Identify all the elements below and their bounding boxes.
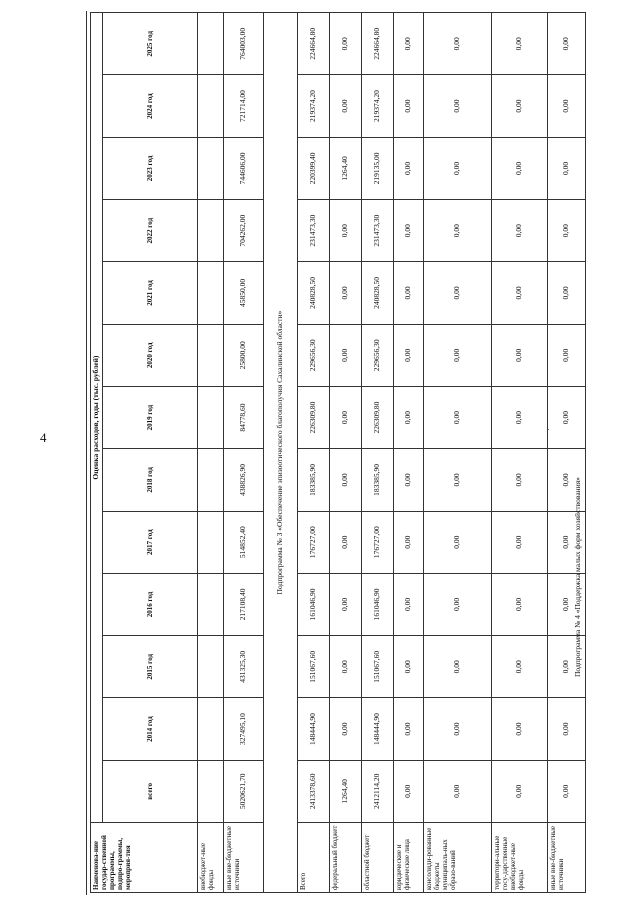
- value-cell: [197, 13, 223, 75]
- value-cell: 0,00: [393, 698, 423, 760]
- value-cell: 0,00: [491, 760, 547, 822]
- table-row: [491, 13, 547, 893]
- column-header: 2019 год: [102, 386, 197, 448]
- value-cell: [197, 698, 223, 760]
- value-cell: 438826,90: [223, 449, 263, 511]
- row-label: юридические и физические лица: [393, 823, 423, 893]
- value-cell: 1264,40: [329, 137, 361, 199]
- row-label: областной бюджет: [361, 823, 393, 893]
- value-cell: 0,00: [423, 13, 491, 75]
- header-years-row: [102, 13, 197, 893]
- page-number: 4: [40, 430, 47, 445]
- value-cell: [197, 573, 223, 635]
- column-header: 2016 год: [102, 573, 197, 635]
- value-cell: [197, 137, 223, 199]
- column-header: 2015 год: [102, 636, 197, 698]
- value-cell: 0,00: [491, 13, 547, 75]
- column-header: 2024 год: [102, 75, 197, 137]
- name-column-header: Наименова-ние государ-ственной программы, подпро-граммы, мероприя-тия: [91, 823, 198, 893]
- row-label: консолиди-рованные бюджеты муниципаль-ных образо-ваний: [423, 823, 491, 893]
- value-cell: 183385,90: [297, 449, 329, 511]
- column-header: 2021 год: [102, 262, 197, 324]
- expense-table: [90, 12, 586, 893]
- value-cell: 0,00: [423, 200, 491, 262]
- value-cell: 0,00: [491, 698, 547, 760]
- value-cell: 0,00: [393, 75, 423, 137]
- value-cell: 431325,30: [223, 636, 263, 698]
- value-cell: 0,00: [547, 636, 585, 698]
- value-cell: 0,00: [329, 636, 361, 698]
- value-cell: [197, 449, 223, 511]
- value-cell: 0,00: [393, 386, 423, 448]
- value-cell: [197, 386, 223, 448]
- value-cell: 0,00: [329, 698, 361, 760]
- value-cell: 148444,90: [361, 698, 393, 760]
- value-cell: 220399,40: [297, 137, 329, 199]
- row-label: иные вне-бюджетные источники: [547, 823, 585, 893]
- value-cell: 0,00: [547, 137, 585, 199]
- value-cell: 25800,00: [223, 324, 263, 386]
- value-cell: 229656,30: [297, 324, 329, 386]
- value-cell: 0,00: [423, 262, 491, 324]
- value-cell: 0,00: [329, 200, 361, 262]
- value-cell: 0,00: [393, 449, 423, 511]
- value-cell: 0,00: [547, 262, 585, 324]
- value-cell: 1264,40: [329, 760, 361, 822]
- value-cell: 0,00: [393, 137, 423, 199]
- value-cell: 514852,40: [223, 511, 263, 573]
- value-cell: 240828,50: [361, 262, 393, 324]
- value-cell: 226309,80: [361, 386, 393, 448]
- value-cell: 219374,20: [297, 75, 329, 137]
- value-cell: 0,00: [547, 324, 585, 386]
- row-label: территори-альные госу-дарственные внебюджет-ные фонды: [491, 823, 547, 893]
- value-cell: 219135,00: [361, 137, 393, 199]
- row-label: федеральный бюджет: [329, 823, 361, 893]
- table-row: [361, 13, 393, 893]
- value-cell: 0,00: [423, 75, 491, 137]
- value-cell: 0,00: [423, 760, 491, 822]
- value-cell: 744606,00: [223, 137, 263, 199]
- value-cell: 0,00: [547, 760, 585, 822]
- value-cell: 0,00: [393, 200, 423, 262]
- row-label: иные вне-бюджетные источники: [223, 823, 263, 893]
- value-cell: 0,00: [329, 262, 361, 324]
- value-cell: 0,00: [547, 75, 585, 137]
- value-cell: 721714,00: [223, 75, 263, 137]
- value-cell: 0,00: [547, 13, 585, 75]
- value-cell: 0,00: [491, 573, 547, 635]
- value-cell: 0,00: [547, 573, 585, 635]
- value-cell: [197, 636, 223, 698]
- value-cell: 0,00: [491, 449, 547, 511]
- value-cell: [197, 262, 223, 324]
- value-cell: 0,00: [423, 698, 491, 760]
- value-cell: 183385,90: [361, 449, 393, 511]
- column-header: 2014 год: [102, 698, 197, 760]
- value-cell: 0,00: [423, 324, 491, 386]
- row-label: Всего: [297, 823, 329, 893]
- value-cell: 45850,00: [223, 262, 263, 324]
- value-cell: 0,00: [393, 511, 423, 573]
- header-caption-row: [91, 13, 103, 893]
- row-label: внебюджет-ные фонды: [197, 823, 223, 893]
- value-cell: 0,00: [423, 137, 491, 199]
- table-row: [197, 13, 223, 893]
- subprogram-4-title: Подпрограмма № 4 «Поддержка малых форм хозяйствования»: [573, 477, 582, 677]
- value-cell: 0,00: [393, 13, 423, 75]
- value-cell: [197, 760, 223, 822]
- value-cell: 0,00: [547, 511, 585, 573]
- value-cell: 0,00: [329, 449, 361, 511]
- value-cell: 148444,90: [297, 698, 329, 760]
- table-row: [329, 13, 361, 893]
- column-header: всего: [102, 760, 197, 822]
- value-cell: 0,00: [329, 511, 361, 573]
- value-cell: 0,00: [423, 449, 491, 511]
- value-cell: 0,00: [423, 573, 491, 635]
- value-cell: 0,00: [329, 75, 361, 137]
- value-cell: [197, 511, 223, 573]
- table-row: [423, 13, 491, 893]
- value-cell: 0,00: [491, 262, 547, 324]
- value-cell: 240828,50: [297, 262, 329, 324]
- value-cell: 176727,00: [297, 511, 329, 573]
- column-header: 2025 год: [102, 13, 197, 75]
- value-cell: 226309,80: [297, 386, 329, 448]
- value-cell: 0,00: [393, 573, 423, 635]
- column-header: 2022 год: [102, 200, 197, 262]
- value-cell: [197, 200, 223, 262]
- value-cell: 0,00: [423, 511, 491, 573]
- value-cell: 0,00: [491, 511, 547, 573]
- value-cell: 161046,90: [361, 573, 393, 635]
- column-header: 2018 год: [102, 449, 197, 511]
- column-header: 2017 год: [102, 511, 197, 573]
- value-cell: 0,00: [491, 200, 547, 262]
- value-cell: 0,00: [491, 324, 547, 386]
- subprogram-3-title-row: [263, 13, 297, 893]
- subprogram-3-title: Подпрограмма № 3 «Обеспечение эпизоотического благополучия Сахалинской области»: [263, 13, 297, 893]
- table-row: [393, 13, 423, 893]
- value-cell: 161046,90: [297, 573, 329, 635]
- value-cell: 0,00: [393, 324, 423, 386]
- value-cell: 224664,80: [361, 13, 393, 75]
- table-caption: Оценка расходов, годы (тыс. рублей): [91, 13, 103, 823]
- value-cell: 176727,00: [361, 511, 393, 573]
- value-cell: 0,00: [423, 386, 491, 448]
- top-border-line: [86, 11, 87, 895]
- value-cell: 0,00: [547, 386, 585, 448]
- value-cell: 704262,00: [223, 200, 263, 262]
- value-cell: 0,00: [547, 200, 585, 262]
- value-cell: [197, 324, 223, 386]
- value-cell: 0,00: [393, 636, 423, 698]
- value-cell: 0,00: [329, 324, 361, 386]
- value-cell: 0,00: [329, 386, 361, 448]
- value-cell: 0,00: [393, 760, 423, 822]
- value-cell: 224664,80: [297, 13, 329, 75]
- table-row: [223, 13, 263, 893]
- value-cell: 0,00: [547, 449, 585, 511]
- value-cell: 5020621,70: [223, 760, 263, 822]
- table-row: [547, 13, 585, 893]
- value-cell: 231473,30: [297, 200, 329, 262]
- value-cell: [197, 75, 223, 137]
- value-cell: 0,00: [393, 262, 423, 324]
- value-cell: 229656,30: [361, 324, 393, 386]
- value-cell: 327495,10: [223, 698, 263, 760]
- value-cell: 0,00: [491, 137, 547, 199]
- value-cell: 84778,60: [223, 386, 263, 448]
- value-cell: 0,00: [491, 636, 547, 698]
- value-cell: 0,00: [423, 636, 491, 698]
- value-cell: 0,00: [491, 75, 547, 137]
- value-cell: 0,00: [329, 13, 361, 75]
- value-cell: 0,00: [547, 698, 585, 760]
- column-header: 2020 год: [102, 324, 197, 386]
- column-header: 2023 год: [102, 137, 197, 199]
- value-cell: 2412114,20: [361, 760, 393, 822]
- value-cell: 2413378,60: [297, 760, 329, 822]
- value-cell: 231473,30: [361, 200, 393, 262]
- value-cell: 151067,60: [361, 636, 393, 698]
- value-cell: 151067,60: [297, 636, 329, 698]
- value-cell: 0,00: [329, 573, 361, 635]
- value-cell: 0,00: [491, 386, 547, 448]
- value-cell: 764003,00: [223, 13, 263, 75]
- table-row: [297, 13, 329, 893]
- value-cell: 217108,40: [223, 573, 263, 635]
- value-cell: 219374,20: [361, 75, 393, 137]
- scan-speck: [548, 429, 549, 430]
